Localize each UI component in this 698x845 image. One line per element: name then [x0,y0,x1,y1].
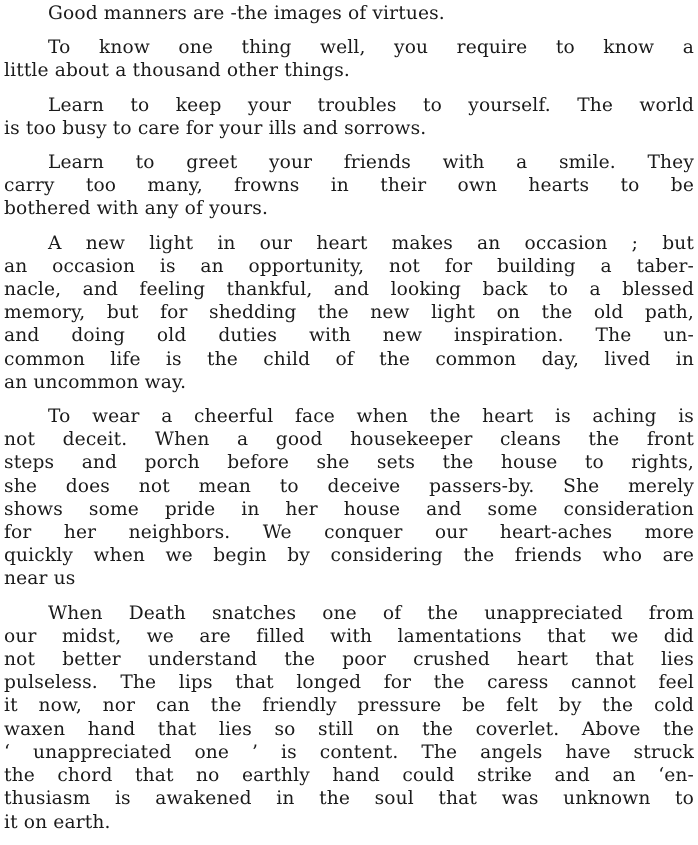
paragraph-7 [4,602,694,834]
text-line: bothered with any of yours. [4,198,268,220]
text-line: A new light in our heart makes an occasion ; but [48,232,694,254]
text-line: is too busy to care for your ills and sorrows. [4,117,427,139]
text-line: nacle, and feeling thankful, and looking back to a blessed [4,279,694,301]
text-line: an uncommon way. [4,371,187,393]
text-line: not better understand the poor crushed heart that lies [4,649,694,671]
article-text [4,2,694,845]
paragraph-3 [4,94,694,140]
text-line: memory, but for shedding the new light on the old path, [4,302,694,324]
text-line: the chord that no earthly hand could strike and an ‘en- [4,765,694,787]
text-line: ‘ unappreciated one ’ is content. The angels have struck [4,741,694,763]
text-line: it on earth. [4,811,111,833]
text-line: for her neighbors. We conquer our heart-aches more [4,522,694,544]
text-line: and doing old duties with new inspiration. The un- [4,325,694,347]
text-line: she does not mean to deceive passers-by. She merely [4,475,694,497]
paragraph-2 [4,36,694,82]
paragraph-4 [4,151,694,221]
paragraph-1 [4,2,694,25]
text-line: shows some pride in her house and some consideration [4,498,694,520]
text-line: it now, nor can the friendly pressure be felt by the cold [4,695,694,717]
text-line: Good manners are -the images of virtues. [48,3,445,24]
text-line: carry too many, frowns in their own hearts to be [4,175,694,197]
paragraph-6 [4,405,694,591]
text-line: To wear a cheerful face when the heart is aching is [48,406,694,428]
text-line: waxen hand that lies so still on the coverlet. Above the [4,718,694,740]
text-line: near us [4,568,76,590]
text-line: an occasion is an opportunity, not for building a taber- [4,255,694,277]
text-line: Learn to keep your troubles to yourself. The world [48,94,694,116]
text-line: Learn to greet your friends with a smile. They [48,152,694,174]
text-line: little about a thousand other things. [4,60,350,82]
text-line: our midst, we are filled with lamentations that we did [4,625,694,647]
text-line: thusiasm is awakened in the soul that was unknown to [4,788,694,810]
text-line: pulseless. The lips that longed for the caress cannot feel [4,672,694,694]
text-line: common life is the child of the common day, lived in [4,348,694,370]
text-line: quickly when we begin by considering the friends who are [4,545,694,567]
paragraph-5 [4,232,694,394]
text-line: steps and porch before she sets the house to rights, [4,452,694,474]
text-line: not deceit. When a good housekeeper cleans the front [4,429,694,451]
text-line: When Death snatches one of the unappreciated from [48,602,694,624]
text-line: To know one thing well, you require to know a [48,37,694,59]
